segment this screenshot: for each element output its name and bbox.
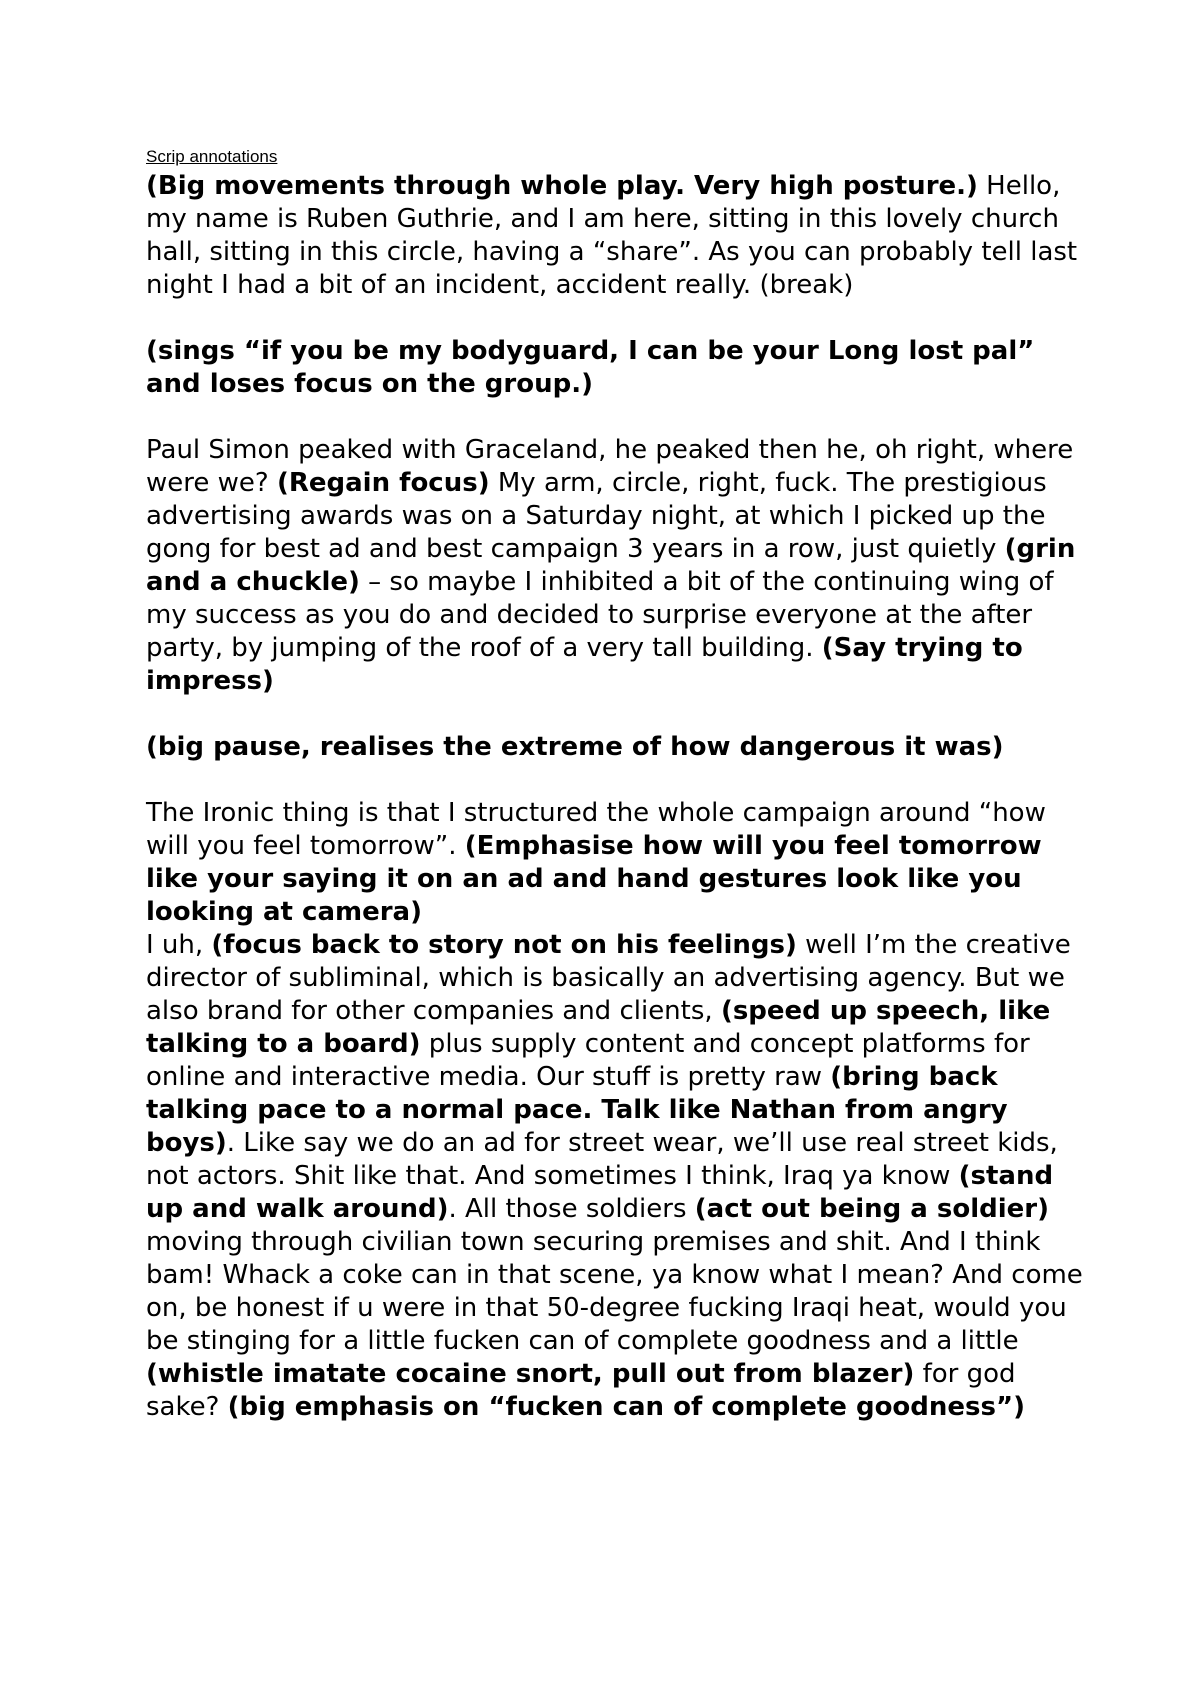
dialogue-text: for god sake? [146,1359,1016,1422]
dialogue-text: well I’m the creative director of subliminal, which is basically an advertising agency. But we also brand for other companies and clients, [146,930,1071,1026]
stage-direction: (stand up and walk around) [146,1161,1054,1224]
stage-direction: (big pause, realises the extreme of how dangerous it was) [146,732,1004,762]
paragraph-gap [146,302,1086,335]
stage-direction: (whistle imatate cocaine snort, pull out from blazer) [146,1359,915,1389]
document-title: Scrip annotations [146,147,278,166]
paragraph-sings [146,335,1086,401]
paragraph-paul-simon [146,434,1086,698]
stage-direction: (Say trying to impress) [146,633,1023,696]
dialogue-text: moving through civilian town securing premises and shit. And I think bam! Whack a coke can in that scene, ya know what I mean? And come on, be honest if u were in that 50-degree fucking Iraqi heat, would you be stinging for a little fucken can of complete goodness and a little [146,1227,1083,1356]
paragraph-big-pause [146,731,1086,764]
stage-direction: (grin and a chuckle) [146,534,1076,597]
dialogue-text: Paul Simon peaked with Graceland, he peaked then he, oh right, where were we? [146,435,1074,498]
stage-direction: (Big movements through whole play. Very high posture.) [146,171,978,201]
paragraph-gap [146,764,1086,797]
paragraph-gap [146,401,1086,434]
dialogue-text: Hello, my name is Ruben Guthrie, and I am here, sitting in this lovely church hall, sitting in this circle, having a “share”. As you can probably tell last night I had a bit of an incident, accident really. (break) [146,171,1078,300]
dialogue-text: plus supply content and concept platforms for online and interactive media. Our stuff is pretty raw [146,1029,1030,1092]
paragraph-gap [146,698,1086,731]
dialogue-text: My arm, circle, right, fuck. The prestigious advertising awards was on a Saturday night, at which I picked up the gong for best ad and best campaign 3 years in a row, just quietly [146,468,1047,564]
stage-direction: (Regain focus) [276,468,490,498]
stage-direction: (focus back to story not on his feelings) [211,930,797,960]
dialogue-text: . All those soldiers [448,1194,695,1224]
paragraph-intro [146,170,1086,302]
paragraph-ironic [146,797,1086,929]
stage-direction: (act out being a soldier) [694,1194,1049,1224]
document-page [146,146,1086,1424]
paragraph-creative-director [146,929,1086,1424]
stage-direction: (Emphasise how will you feel tomorrow like your saying it on an ad and hand gestures look like you looking at camera) [146,831,1042,927]
dialogue-text: . Like say we do an ad for street wear, we’ll use real street kids, not actors. Shit like that. And sometimes I think, Iraq ya know [146,1128,1058,1191]
stage-direction: (bring back talking pace to a normal pace. Talk like Nathan from angry boys) [146,1062,1008,1158]
stage-direction: (speed up speech, like talking to a board) [146,996,1051,1059]
stage-direction: (big emphasis on “fucken can of complete goodness”) [227,1392,1025,1422]
stage-direction: (sings “if you be my bodyguard, I can be your Long lost pal” and loses focus on the group.) [146,336,1035,399]
dialogue-text: – so maybe I inhibited a bit of the continuing wing of my success as you do and decided to surprise everyone at the after party, by jumping of the roof of a very tall building. [146,567,1054,663]
dialogue-text: The Ironic thing is that I structured the whole campaign around “how will you feel tomorrow”. [146,798,1046,861]
dialogue-text: I uh, [146,930,212,960]
